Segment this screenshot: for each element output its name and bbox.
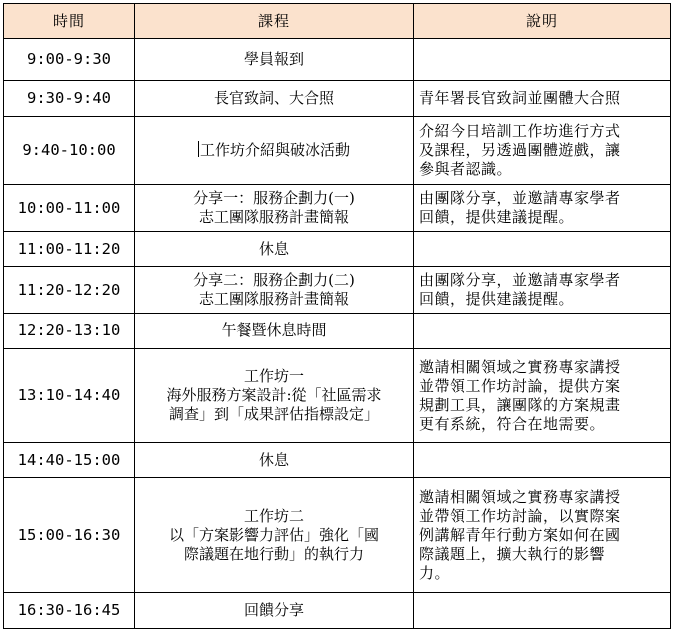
desc-cell bbox=[414, 349, 671, 443]
desc-cell bbox=[414, 592, 671, 628]
desc-line: 及課程，另透過團體遊戲，讓 bbox=[419, 141, 621, 160]
time-text: 9:00-9:30 bbox=[27, 50, 111, 69]
course-line: 休息 bbox=[258, 239, 289, 258]
course-line: 志工團隊服務計畫簡報 bbox=[198, 208, 349, 227]
time-text: 14:40-15:00 bbox=[17, 450, 121, 469]
table-row bbox=[4, 313, 671, 348]
course-line: 以「方案影響力評估」強化「國 bbox=[168, 525, 379, 544]
desc-cell bbox=[414, 313, 671, 348]
course-line: 回饋分享 bbox=[243, 600, 304, 619]
course-line: 休息 bbox=[258, 450, 289, 469]
course-cell bbox=[135, 185, 414, 231]
time-cell bbox=[4, 592, 135, 628]
time-text: 9:30-9:40 bbox=[27, 89, 111, 108]
desc-line: 由團隊分享，並邀請專家學者 bbox=[419, 189, 621, 208]
time-cell bbox=[4, 313, 135, 348]
desc-line: 回饋，提供建議提醒。 bbox=[419, 290, 575, 309]
time-text: 11:20-12:20 bbox=[17, 280, 121, 299]
time-text: 12:20-13:10 bbox=[17, 321, 121, 340]
table-row bbox=[4, 443, 671, 478]
desc-line: 邀請相關領域之實務專家講授 bbox=[419, 487, 621, 506]
desc-cell bbox=[414, 185, 671, 231]
table-row bbox=[4, 231, 671, 266]
table-row bbox=[4, 116, 671, 185]
desc-line: 邀請相關領域之實務專家講授 bbox=[419, 357, 621, 376]
desc-cell bbox=[414, 443, 671, 478]
time-cell bbox=[4, 81, 135, 116]
course-line: 分享二：服務企劃力(二) bbox=[193, 271, 355, 290]
desc-line: 例講解青年行動方案如何在國 bbox=[419, 525, 621, 544]
course-line: 志工團隊服務計畫簡報 bbox=[198, 290, 349, 309]
schedule-body bbox=[4, 39, 671, 629]
course-line: 分享一：服務企劃力(一) bbox=[193, 189, 355, 208]
time-cell bbox=[4, 267, 135, 313]
table-row bbox=[4, 478, 671, 592]
desc-cell bbox=[414, 116, 671, 185]
course-line-text: 工作坊介紹與破冰活動 bbox=[199, 141, 350, 160]
schedule-table bbox=[3, 3, 671, 629]
time-text: 16:30-16:45 bbox=[17, 600, 121, 619]
time-text: 10:00-11:00 bbox=[17, 198, 121, 217]
time-text: 9:40-10:00 bbox=[22, 141, 116, 160]
header-row bbox=[4, 4, 671, 39]
header-desc: 說明 bbox=[414, 4, 671, 39]
desc-cell bbox=[414, 81, 671, 116]
header-time: 時間 bbox=[4, 4, 135, 39]
course-line: 工作坊一 bbox=[243, 367, 304, 386]
time-cell bbox=[4, 185, 135, 231]
desc-cell bbox=[414, 267, 671, 313]
desc-line: 並帶領工作坊討論，提供方案 bbox=[419, 376, 621, 395]
desc-line: 參與者認識。 bbox=[419, 160, 513, 179]
desc-line: 介紹今日培訓工作坊進行方式 bbox=[419, 122, 621, 141]
table-row bbox=[4, 185, 671, 231]
course-line: 長官致詞、大合照 bbox=[213, 89, 334, 108]
course-cell bbox=[135, 39, 414, 81]
course-line bbox=[140, 141, 408, 160]
desc-line: 規劃工具，讓團隊的方案規畫 bbox=[419, 395, 621, 414]
course-cell bbox=[135, 443, 414, 478]
table-row bbox=[4, 349, 671, 443]
course-line: 工作坊二 bbox=[243, 506, 304, 525]
text-cursor bbox=[198, 141, 199, 157]
course-cell bbox=[135, 116, 414, 185]
course-cell bbox=[135, 231, 414, 266]
desc-cell bbox=[414, 478, 671, 592]
time-cell bbox=[4, 349, 135, 443]
course-cell bbox=[135, 313, 414, 348]
desc-line: 更有系統，符合在地需要。 bbox=[419, 414, 606, 433]
table-row bbox=[4, 267, 671, 313]
course-cell bbox=[135, 81, 414, 116]
course-cell bbox=[135, 478, 414, 592]
desc-line: 回饋，提供建議提醒。 bbox=[419, 208, 575, 227]
table-row bbox=[4, 39, 671, 81]
time-text: 13:10-14:40 bbox=[17, 386, 121, 405]
time-cell bbox=[4, 478, 135, 592]
desc-cell bbox=[414, 39, 671, 81]
time-cell bbox=[4, 231, 135, 266]
table-row bbox=[4, 81, 671, 116]
time-cell bbox=[4, 443, 135, 478]
course-line: 調查」到「成果評估指標設定」 bbox=[168, 405, 379, 424]
course-cell bbox=[135, 592, 414, 628]
desc-cell bbox=[414, 231, 671, 266]
desc-line: 由團隊分享，並邀請專家學者 bbox=[419, 271, 621, 290]
course-line: 學員報到 bbox=[243, 50, 304, 69]
desc-line: 際議題上，擴大執行的影響 bbox=[419, 544, 606, 563]
header-course: 課程 bbox=[135, 4, 414, 39]
desc-line: 力。 bbox=[419, 563, 451, 582]
time-cell bbox=[4, 116, 135, 185]
desc-line: 青年署長官致詞並團體大合照 bbox=[419, 89, 621, 108]
time-text: 15:00-16:30 bbox=[17, 525, 121, 544]
desc-line: 並帶領工作坊討論，以實際案 bbox=[419, 506, 621, 525]
course-line: 海外服務方案設計:從「社區需求 bbox=[166, 386, 382, 405]
time-text: 11:00-11:20 bbox=[17, 239, 121, 258]
course-cell bbox=[135, 349, 414, 443]
course-line: 際議題在地行動」的執行力 bbox=[183, 544, 364, 563]
table-row bbox=[4, 592, 671, 628]
time-cell bbox=[4, 39, 135, 81]
course-cell bbox=[135, 267, 414, 313]
course-line: 午餐暨休息時間 bbox=[221, 321, 327, 340]
